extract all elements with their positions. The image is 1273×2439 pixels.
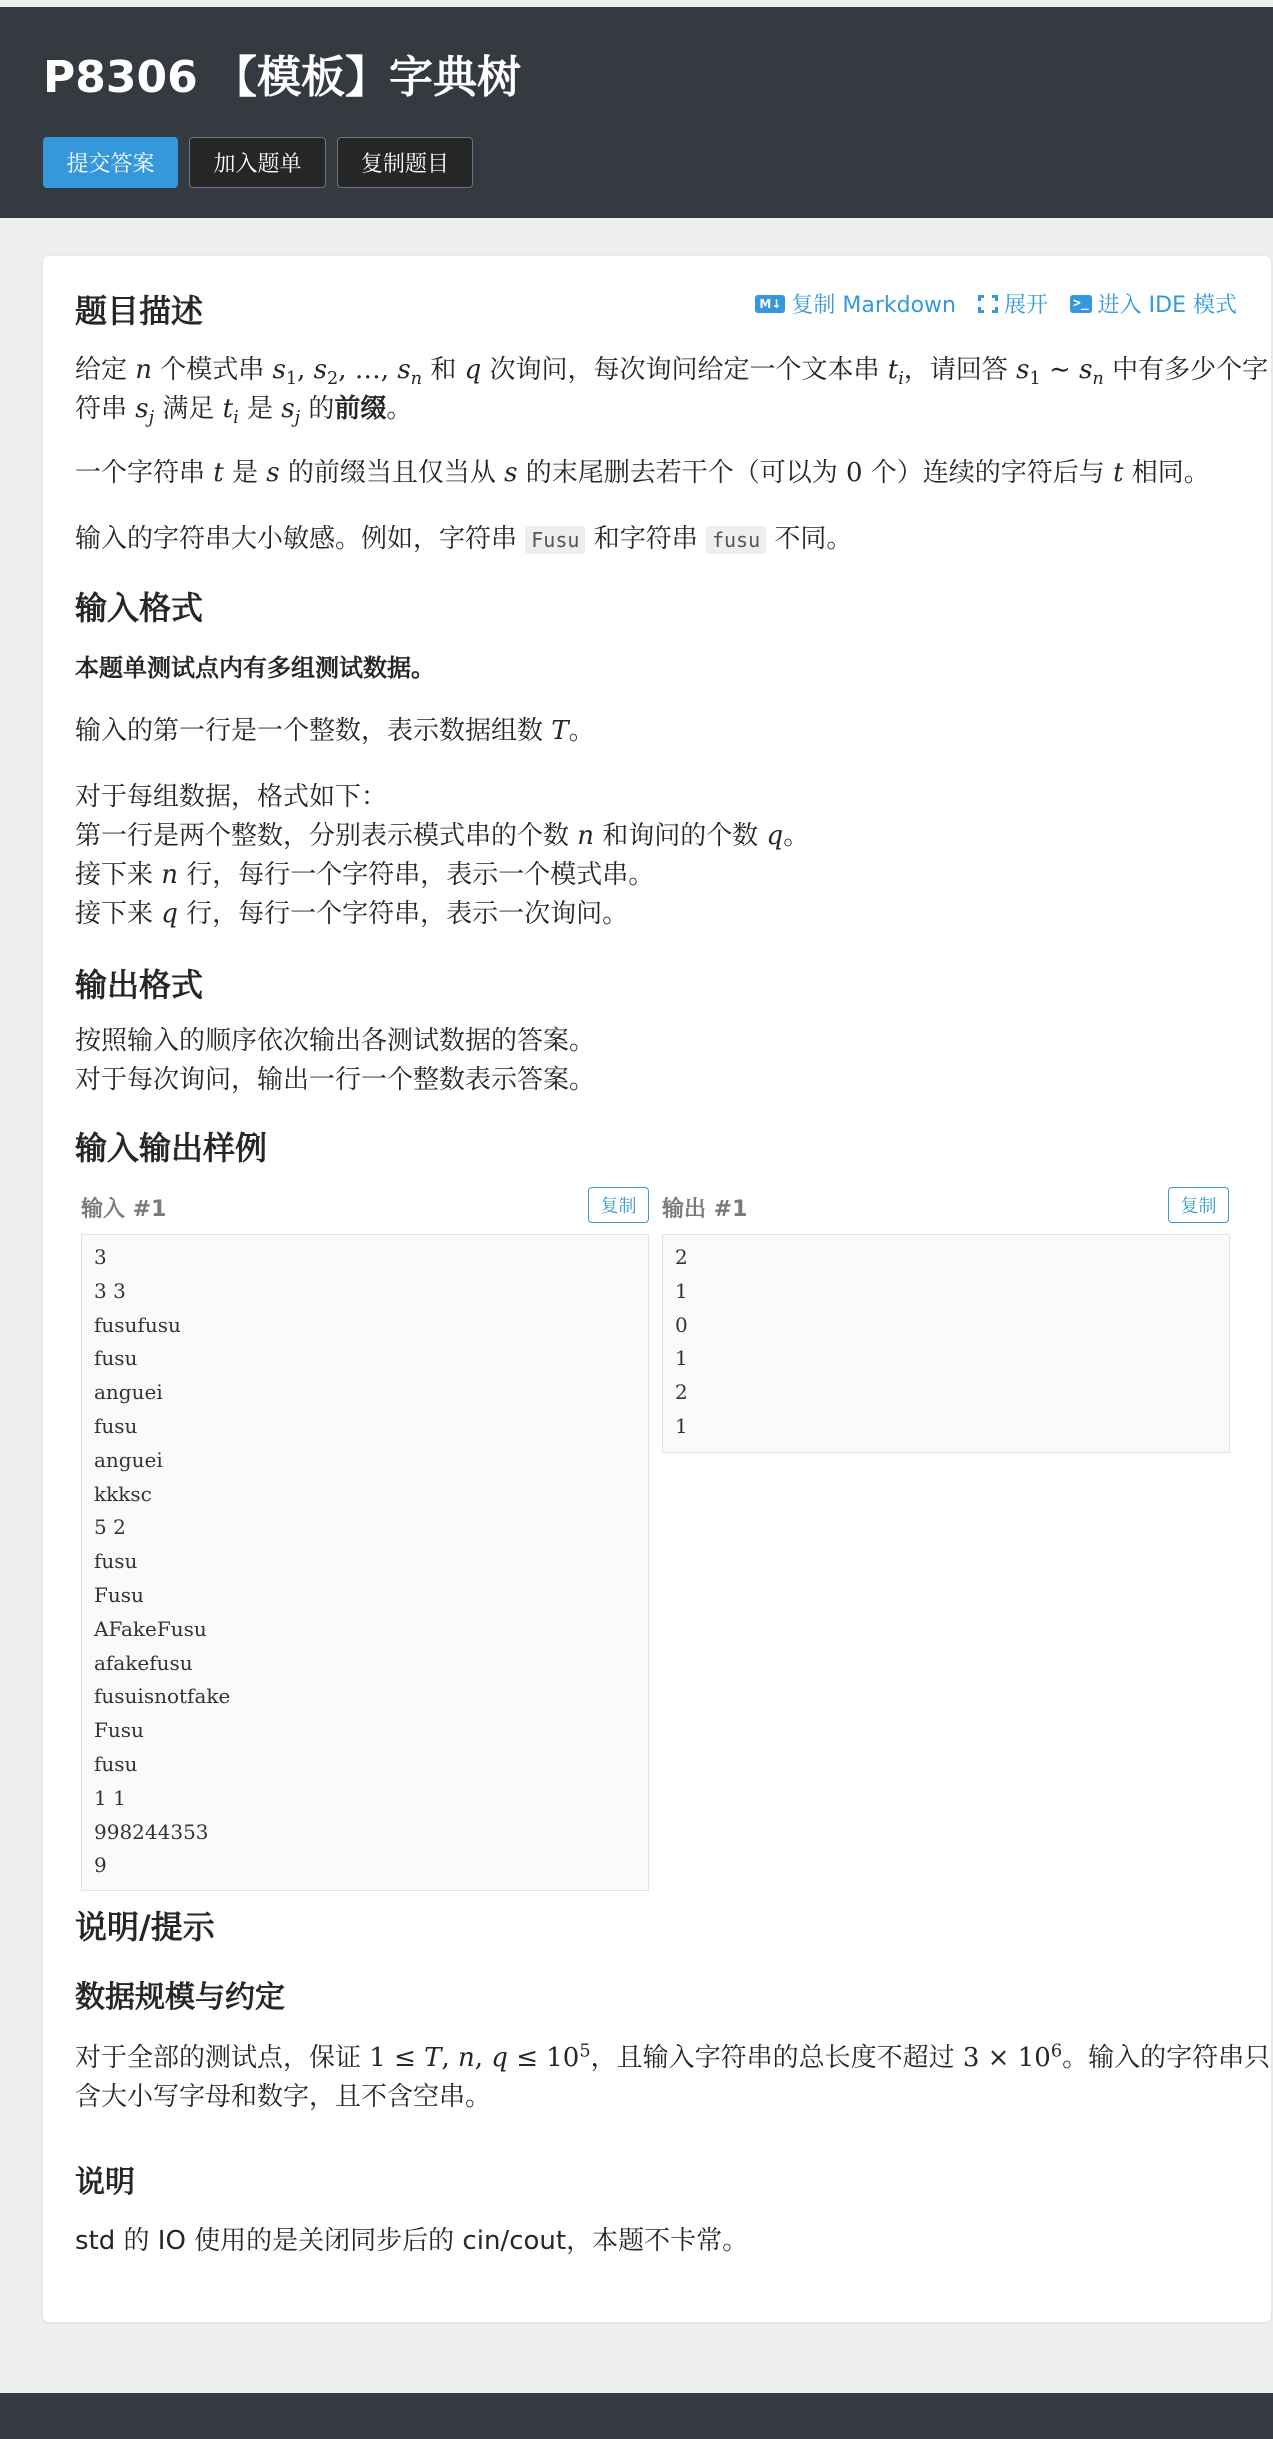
sample-input-line: AFakeFusu bbox=[94, 1616, 207, 1641]
copy-problem-button[interactable]: 复制题目 bbox=[337, 137, 473, 188]
constraints-subheading: 数据规模与约定 bbox=[75, 1980, 285, 2015]
input-format-paragraph-1: 输入的第一行是一个整数，表示数据组数 T。 bbox=[75, 716, 595, 746]
description-paragraph-2: 一个字符串 t 是 s 的前缀当且仅当从 s 的末尾删去若干个（可以为 0 个）连续的字符后与 t 相同。 bbox=[75, 458, 1210, 488]
ide-mode-label: 进入 IDE 模式 bbox=[1097, 293, 1237, 318]
copy-output-button[interactable]: 复制 bbox=[1168, 1187, 1229, 1223]
sample-input-line: fusu bbox=[94, 1751, 138, 1776]
sample-output-line: 2 bbox=[675, 1380, 688, 1405]
inline-code-fusu: fusu bbox=[706, 526, 766, 554]
expand-icon bbox=[978, 295, 998, 313]
output-format-paragraph: 按照输入的顺序依次输出各测试数据的答案。 对于每次询问，输出一行一个整数表示答案。 bbox=[75, 1026, 596, 1095]
terminal-icon: >_ bbox=[1070, 295, 1092, 313]
sample-input-line: 3 3 bbox=[94, 1278, 126, 1303]
sample-output-line: 1 bbox=[675, 1413, 688, 1438]
description-paragraph-3: 输入的字符串大小敏感。例如，字符串 Fusu 和字符串 fusu 不同。 bbox=[75, 524, 853, 554]
page-title: P8306 【模板】字典树 bbox=[43, 52, 522, 103]
input-format-heading: 输入格式 bbox=[75, 589, 204, 627]
toolbar bbox=[755, 288, 1237, 319]
copy-input-button[interactable]: 复制 bbox=[588, 1187, 649, 1223]
sample-output-label: 输出 #1 bbox=[662, 1197, 748, 1222]
add-to-list-button[interactable]: 加入题单 bbox=[189, 137, 326, 188]
hint-heading: 说明/提示 bbox=[75, 1908, 215, 1946]
output-format-heading: 输出格式 bbox=[75, 966, 204, 1004]
sample-input-line: kkksc bbox=[94, 1481, 152, 1506]
sample-input-line: anguei bbox=[94, 1380, 163, 1405]
description-heading: 题目描述 bbox=[75, 292, 204, 330]
sample-input-line: fusu bbox=[94, 1413, 138, 1438]
copy-markdown-link[interactable] bbox=[755, 288, 956, 319]
sample-input-line: 1 1 bbox=[94, 1785, 126, 1810]
constraints-paragraph: 对于全部的测试点，保证 1 ≤ T, n, $q \le 10^5$，且输入字符串的总长度不超过 $3 \times 10^6$。输入的字符串只含大小写字母和数字，且不含空串。 bbox=[75, 2041, 1271, 2112]
sample-input-line: afakefusu bbox=[94, 1650, 193, 1675]
sample-output-block bbox=[662, 1234, 1230, 1453]
sample-input-line: Fusu bbox=[94, 1582, 144, 1607]
input-format-paragraph-2: 对于每组数据，格式如下： 第一行是两个整数，分别表示模式串的个数 n 和询问的个数 q。 接下来 n 行，每行一个字符串，表示一个模式串。 接下来 q 行，每行一个字符串，表示一次询问。 bbox=[75, 782, 810, 929]
note-subheading: 说明 bbox=[75, 2165, 135, 2200]
submit-answer-button[interactable]: 提交答案 bbox=[43, 137, 178, 188]
inline-code-Fusu: Fusu bbox=[525, 526, 585, 554]
sample-output-line: 1 bbox=[675, 1346, 688, 1371]
sample-input-line: anguei bbox=[94, 1447, 163, 1472]
sample-input-line: 3 bbox=[94, 1245, 107, 1269]
sample-input-line: fusu bbox=[94, 1549, 138, 1574]
sample-input-line: fusufusu bbox=[94, 1312, 181, 1337]
sample-input-line: 998244353 bbox=[94, 1819, 209, 1844]
ide-mode-link[interactable] bbox=[1070, 288, 1237, 319]
description-paragraph-1: 给定 n 个模式串 $s_1$, $s_2$, …, $s_n$ 和 q 次询问，每次询问给定一个文本串 $t_i$，请回答 $s_1$ ∼ $s_n$ 中有多少个字符串 $s_j$ 满足 $t_i$ 是 $s_j$ 的前缀。 bbox=[75, 355, 1269, 429]
footer bbox=[0, 2393, 1273, 2439]
sample-input-line: 9 bbox=[94, 1853, 107, 1878]
sample-input-line: fusuisnotfake bbox=[94, 1684, 231, 1709]
markdown-icon: M↓ bbox=[755, 295, 785, 313]
problem-header bbox=[0, 7, 1273, 218]
sample-output-line: 2 bbox=[675, 1245, 688, 1269]
sample-input-line: 5 2 bbox=[94, 1515, 126, 1540]
sample-input-line: Fusu bbox=[94, 1718, 144, 1743]
samples-heading: 输入输出样例 bbox=[75, 1129, 268, 1167]
note-paragraph: std 的 IO 使用的是关闭同步后的 cin/cout，本题不卡常。 bbox=[75, 2226, 749, 2256]
problem-card bbox=[43, 256, 1271, 2322]
sample-input-line: fusu bbox=[94, 1346, 138, 1371]
input-format-note: 本题单测试点内有多组测试数据。 bbox=[75, 654, 435, 682]
copy-markdown-label: 复制 Markdown bbox=[791, 293, 956, 318]
sample-output-line: 0 bbox=[675, 1312, 688, 1337]
expand-label: 展开 bbox=[1004, 293, 1049, 318]
sample-input-label: 输入 #1 bbox=[81, 1197, 167, 1222]
sample-input-block bbox=[81, 1234, 649, 1891]
expand-link[interactable] bbox=[978, 288, 1048, 319]
sample-output-line: 1 bbox=[675, 1278, 688, 1303]
